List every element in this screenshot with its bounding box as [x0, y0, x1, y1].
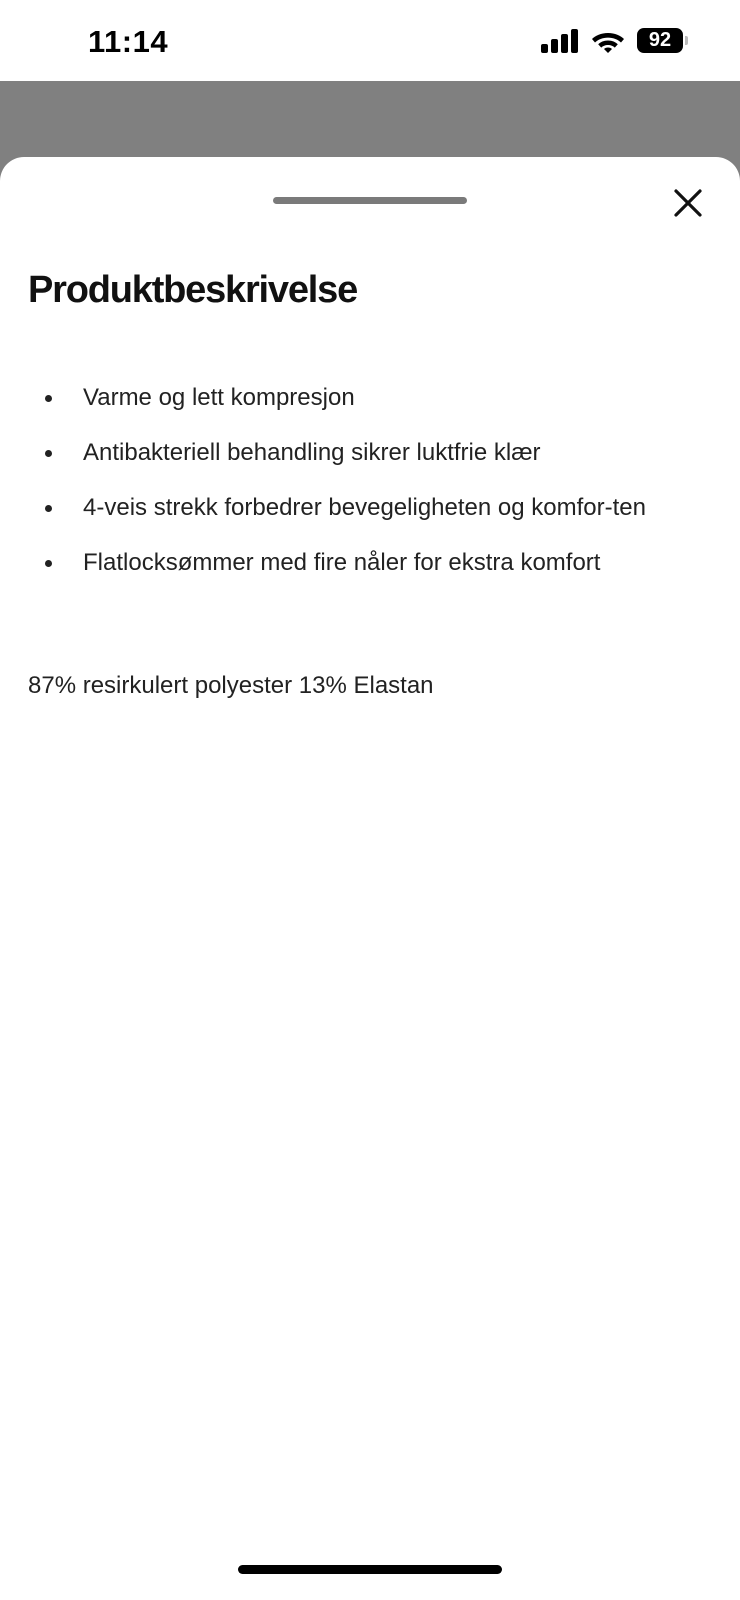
home-indicator[interactable] [238, 1565, 502, 1574]
feature-item: Varme og lett kompresjon [28, 377, 708, 418]
cellular-signal-icon [541, 29, 579, 53]
sheet-grabber[interactable] [273, 197, 467, 204]
status-icons [541, 28, 688, 53]
battery-icon [637, 28, 688, 53]
status-bar [0, 0, 740, 81]
feature-item: Flatlocksømmer med fire nåler for ekstra komfort [28, 542, 708, 583]
status-time: 11:14 [88, 24, 169, 59]
close-icon [670, 185, 706, 221]
feature-item: Antibakteriell behandling sikrer luktfrie klær [28, 432, 708, 473]
material-composition: 87% resirkulert polyester 13% Elastan [28, 672, 434, 699]
close-button[interactable] [670, 185, 706, 221]
feature-item: 4-veis strekk forbedrer bevegeligheten og komfor-ten [28, 487, 708, 528]
battery-level: 92 [637, 28, 683, 53]
feature-list [28, 377, 708, 597]
wifi-icon [591, 29, 625, 53]
page-title: Produktbeskrivelse [28, 269, 358, 311]
battery-nub [685, 36, 688, 45]
product-description-sheet [0, 157, 740, 1600]
